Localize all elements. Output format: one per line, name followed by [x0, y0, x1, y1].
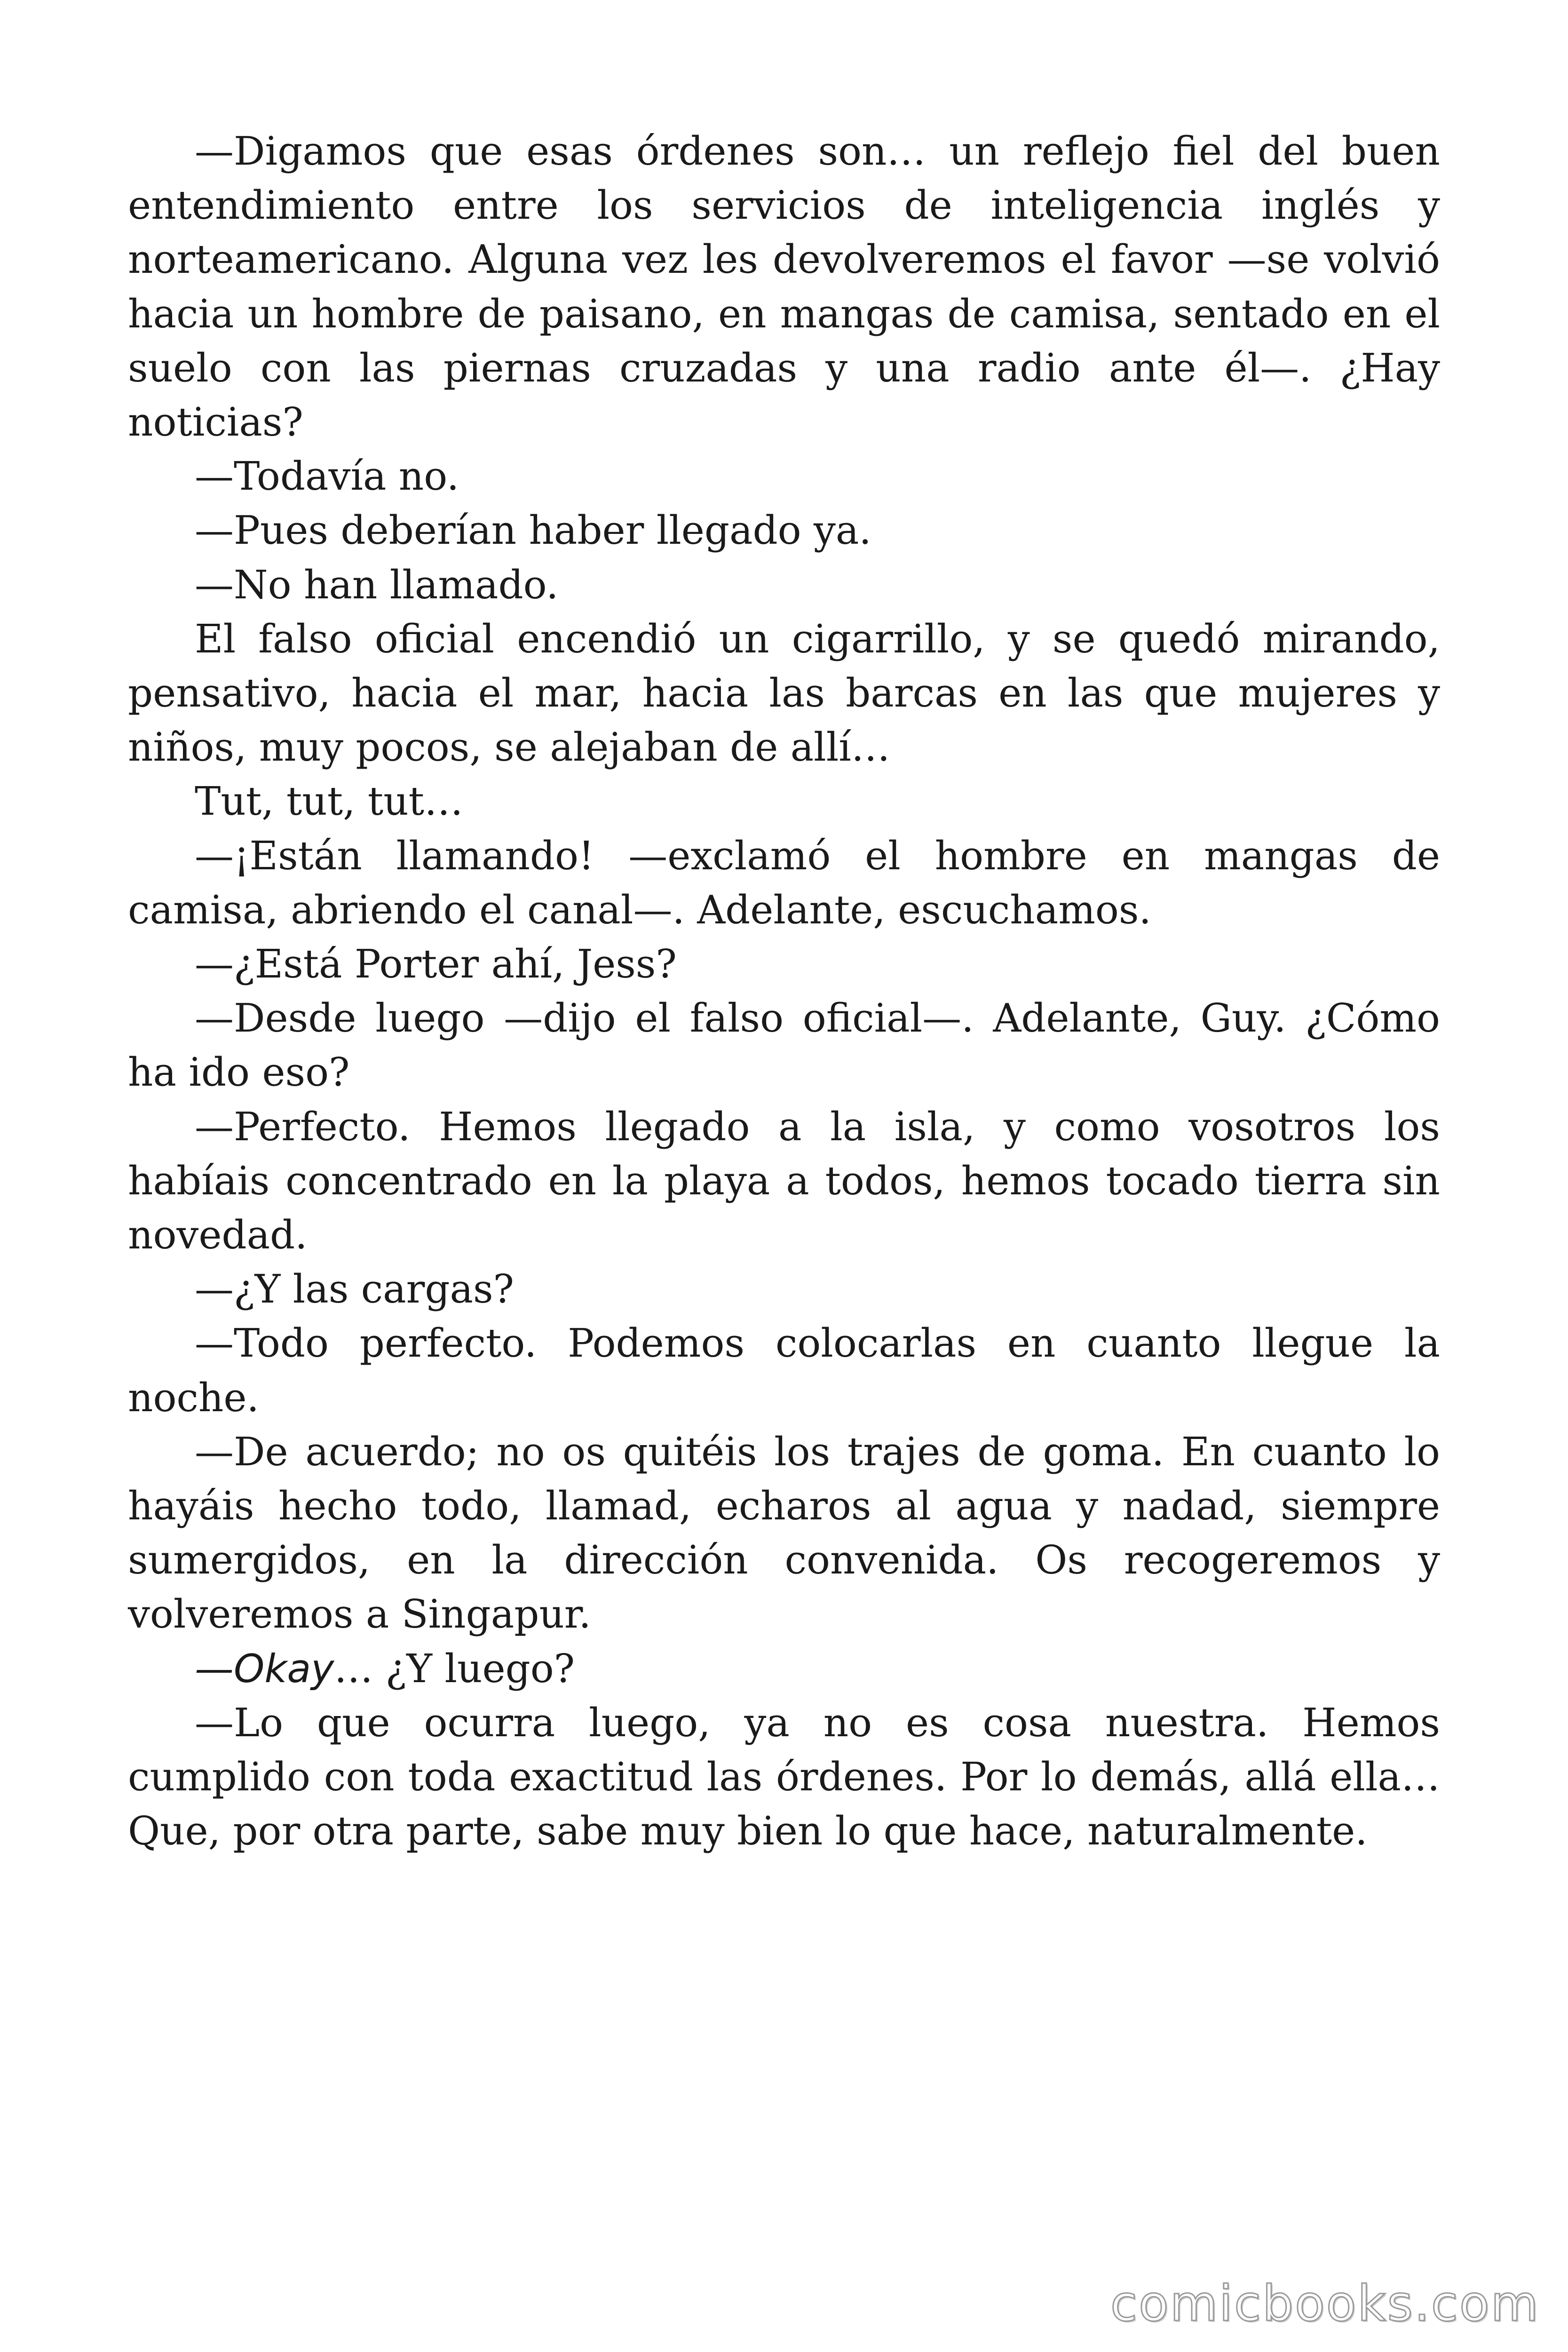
paragraph-4: —No han llamado.	[195, 562, 559, 608]
paragraph-okay	[128, 1642, 1440, 1696]
paragraph-7: —¡Están llamando! —exclamó el hombre en mangas de camisa, abriendo el canal—. Adelante, escuchamos.	[128, 833, 1440, 933]
paragraph-2: —Todavía no.	[195, 453, 459, 500]
paragraph-10: —Perfecto. Hemos llegado a la isla, y como vosotros los habíais concentrado en la playa a todos, hemos tocado tierra sin novedad.	[128, 1104, 1440, 1258]
paragraph-5: El falso oficial encendió un cigarrillo, y se quedó mirando, pensativo, hacia el mar, hacia las barcas en las que mujeres y niños, muy pocos, se alejaban de allí…	[128, 616, 1440, 771]
watermark-logo: comicbooks.com	[1110, 2275, 1540, 2332]
paragraph-1: —Digamos que esas órdenes son… un reflejo fiel del buen entendimiento entre los servicios de inteligencia inglés y norteamericano. Alguna vez les devolveremos el favor —se volvió hacia un hombre de paisano, en mangas de camisa, sentado en el suelo con las piernas cruzadas y una radio ante él—. ¿Hay noticias?	[128, 128, 1440, 445]
paragraph-9: —Desde luego —dijo el falso oficial—. Adelante, Guy. ¿Cómo ha ido eso?	[128, 995, 1440, 1096]
paragraph-11: —¿Y las cargas?	[195, 1266, 515, 1312]
okay-italic: —Okay	[195, 1645, 334, 1692]
paragraph-8: —¿Está Porter ahí, Jess?	[195, 941, 677, 987]
paragraph-12: —Todo perfecto. Podemos colocarlas en cuanto llegue la noche.	[128, 1320, 1440, 1421]
paragraph-6: Tut, tut, tut…	[195, 779, 464, 825]
okay-rest: … ¿Y luego?	[334, 1645, 575, 1692]
paragraph-13: —De acuerdo; no os quitéis los trajes de goma. En cuanto lo hayáis hecho todo, llamad, echaros al agua y nadad, siempre sumergidos, en la dirección convenida. Os recogeremos y volveremos a Singapur.	[128, 1429, 1440, 1637]
paragraph-15: —Lo que ocurra luego, ya no es cosa nuestra. Hemos cumplido con toda exactitud las órdenes. Por lo demás, allá ella… Que, por otra parte, sabe muy bien lo que hace, naturalmente.	[128, 1700, 1440, 1854]
body-text	[128, 124, 1440, 1859]
paragraph-3: —Pues deberían haber llegado ya.	[195, 508, 871, 554]
